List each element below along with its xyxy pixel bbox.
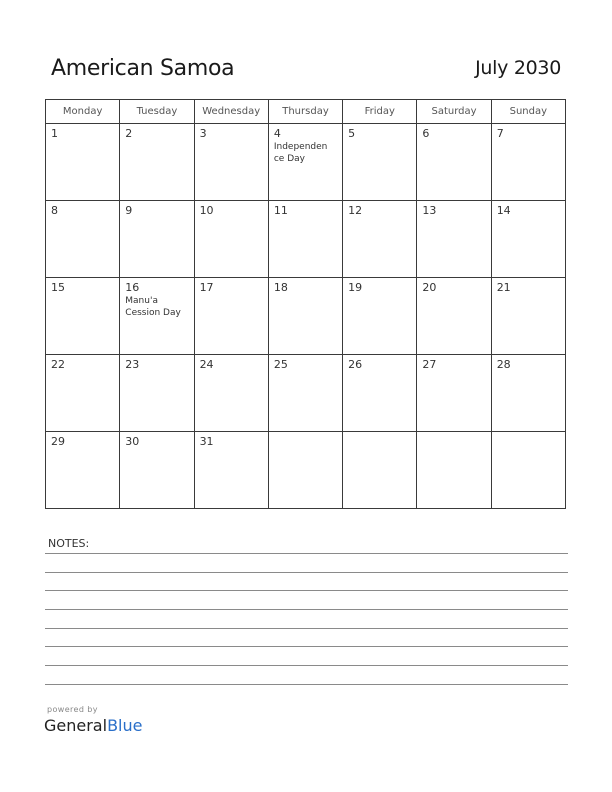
day-cell bbox=[343, 432, 417, 509]
day-cell bbox=[194, 432, 268, 509]
day-cell bbox=[194, 124, 268, 201]
day-cell bbox=[194, 355, 268, 432]
day-cell bbox=[120, 278, 194, 355]
holiday-label bbox=[195, 294, 268, 295]
holiday-label bbox=[120, 448, 193, 449]
day-number: 30 bbox=[125, 435, 140, 448]
holiday-label bbox=[120, 217, 193, 218]
day-number: 6 bbox=[422, 127, 430, 140]
notes-label: NOTES: bbox=[48, 537, 90, 550]
day-number: 3 bbox=[199, 127, 207, 140]
day-number: 31 bbox=[199, 435, 214, 448]
day-number: 13 bbox=[422, 204, 437, 217]
day-cell bbox=[491, 432, 565, 509]
holiday-label bbox=[269, 294, 342, 295]
day-cell bbox=[194, 278, 268, 355]
notes-line bbox=[45, 553, 568, 554]
holiday-label bbox=[343, 217, 416, 218]
holiday-label bbox=[195, 371, 268, 372]
day-number: 10 bbox=[199, 204, 214, 217]
day-cell bbox=[120, 124, 194, 201]
day-cell bbox=[46, 201, 120, 278]
day-cell bbox=[491, 124, 565, 201]
day-number: 4 bbox=[273, 127, 281, 140]
day-number: 19 bbox=[348, 281, 363, 294]
holiday-label bbox=[492, 294, 565, 295]
day-number: 24 bbox=[199, 358, 214, 371]
logo-general-text: General bbox=[44, 716, 108, 735]
day-number: 25 bbox=[273, 358, 288, 371]
holiday-label bbox=[46, 371, 119, 372]
holiday-label bbox=[269, 217, 342, 218]
weekday-header: Sunday bbox=[491, 100, 565, 124]
day-cell bbox=[46, 278, 120, 355]
generalblue-logo bbox=[44, 716, 142, 735]
day-cell bbox=[120, 432, 194, 509]
day-number: 5 bbox=[348, 127, 356, 140]
day-number: 18 bbox=[273, 281, 288, 294]
holiday-label bbox=[195, 217, 268, 218]
day-cell bbox=[491, 355, 565, 432]
day-number: 17 bbox=[199, 281, 214, 294]
holiday-label bbox=[269, 371, 342, 372]
day-cell bbox=[268, 278, 342, 355]
day-cell bbox=[268, 124, 342, 201]
day-cell bbox=[417, 124, 491, 201]
calendar-month-year: July 2030 bbox=[475, 57, 561, 79]
week-row bbox=[46, 432, 566, 509]
day-number: 20 bbox=[422, 281, 437, 294]
day-cell bbox=[343, 124, 417, 201]
day-number: 16 bbox=[125, 281, 140, 294]
holiday-label bbox=[343, 140, 416, 141]
holiday-label bbox=[492, 371, 565, 372]
notes-line bbox=[45, 590, 568, 591]
day-cell bbox=[491, 278, 565, 355]
notes-line bbox=[45, 628, 568, 629]
holiday-label bbox=[46, 140, 119, 141]
day-number: 23 bbox=[125, 358, 140, 371]
day-number: 21 bbox=[496, 281, 511, 294]
day-cell bbox=[46, 432, 120, 509]
calendar-country-title: American Samoa bbox=[51, 56, 235, 81]
day-number: 26 bbox=[348, 358, 363, 371]
day-number: 7 bbox=[496, 127, 504, 140]
day-number: 12 bbox=[348, 204, 363, 217]
day-cell bbox=[417, 278, 491, 355]
day-number: 27 bbox=[422, 358, 437, 371]
holiday-label: Manu'a Cession Day bbox=[125, 296, 181, 318]
holiday-label bbox=[492, 140, 565, 141]
day-cell bbox=[343, 201, 417, 278]
day-cell bbox=[417, 355, 491, 432]
day-number: 8 bbox=[51, 204, 58, 217]
holiday-label bbox=[417, 435, 490, 436]
day-cell bbox=[120, 201, 194, 278]
holiday-label bbox=[269, 435, 342, 436]
day-number: 14 bbox=[496, 204, 511, 217]
holiday-label bbox=[343, 371, 416, 372]
day-cell bbox=[46, 355, 120, 432]
holiday-label bbox=[46, 294, 119, 295]
day-cell bbox=[343, 355, 417, 432]
weekday-header: Monday bbox=[46, 100, 120, 124]
day-cell bbox=[417, 201, 491, 278]
holiday-label bbox=[417, 294, 490, 295]
holiday-label bbox=[46, 448, 119, 449]
day-number: 28 bbox=[496, 358, 511, 371]
notes-line bbox=[45, 665, 568, 666]
day-cell bbox=[120, 355, 194, 432]
weekday-header: Friday bbox=[343, 100, 417, 124]
holiday-label bbox=[492, 217, 565, 218]
powered-by-text: powered by bbox=[47, 705, 98, 714]
holiday-label bbox=[120, 371, 193, 372]
week-row bbox=[46, 278, 566, 355]
calendar-grid bbox=[45, 99, 566, 509]
day-number: 2 bbox=[125, 127, 133, 140]
weekday-header: Wednesday bbox=[194, 100, 268, 124]
day-cell bbox=[268, 201, 342, 278]
week-row bbox=[46, 124, 566, 201]
holiday-label bbox=[195, 140, 268, 141]
notes-line bbox=[45, 646, 568, 647]
weekday-header-row bbox=[46, 100, 566, 124]
week-row bbox=[46, 201, 566, 278]
day-cell bbox=[46, 124, 120, 201]
holiday-label bbox=[417, 217, 490, 218]
notes-line bbox=[45, 684, 568, 685]
holiday-label: Independen ce Day bbox=[273, 142, 328, 164]
day-cell bbox=[417, 432, 491, 509]
day-number: 9 bbox=[125, 204, 133, 217]
holiday-label bbox=[343, 435, 416, 436]
day-number: 11 bbox=[273, 204, 288, 217]
logo-blue-text: Blue bbox=[107, 716, 143, 735]
day-number: 22 bbox=[51, 358, 65, 371]
weekday-header: Saturday bbox=[417, 100, 491, 124]
holiday-label bbox=[120, 140, 193, 141]
holiday-label bbox=[417, 371, 490, 372]
day-number: 29 bbox=[51, 435, 65, 448]
holiday-label bbox=[417, 140, 490, 141]
day-cell bbox=[491, 201, 565, 278]
day-cell bbox=[194, 201, 268, 278]
holiday-label bbox=[195, 448, 268, 449]
weekday-header: Thursday bbox=[268, 100, 342, 124]
day-number: 1 bbox=[51, 127, 58, 140]
notes-line bbox=[45, 572, 568, 573]
day-cell bbox=[343, 278, 417, 355]
week-row bbox=[46, 355, 566, 432]
holiday-label bbox=[46, 217, 119, 218]
day-cell bbox=[268, 432, 342, 509]
day-number: 15 bbox=[51, 281, 65, 294]
holiday-label bbox=[492, 435, 565, 436]
day-cell bbox=[268, 355, 342, 432]
weekday-header: Tuesday bbox=[120, 100, 194, 124]
holiday-label bbox=[343, 294, 416, 295]
notes-line bbox=[45, 609, 568, 610]
